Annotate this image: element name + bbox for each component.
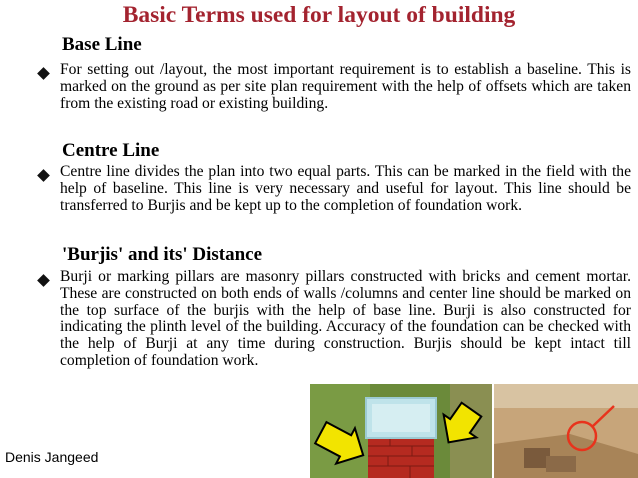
heading-centre-line: Centre Line	[62, 140, 160, 161]
diamond-bullet-icon	[37, 67, 50, 80]
slide-title: Basic Terms used for layout of building	[122, 2, 516, 28]
paragraph-centre-line: Centre line divides the plan into two equal parts. This can be marked in the field with the help of baseline. This line is very necessary and useful for layout. This line should be transferred to Burjis and be kept up to the completion of foundation work.	[60, 163, 631, 214]
paragraph-burjis: Burji or marking pillars are masonry pillars constructed with bricks and cement mortar. These are constructed on both ends of walls /columns and center line should be marked on the top surface of the burjis with the help of base line. Burji is also constructed for indicating the plinth level of the building. Accuracy of the foundation can be checked with the help of Burji at any time during construction. Burjis should be kept intact till completion of foundation work.	[60, 268, 631, 369]
site-pillar	[546, 456, 576, 472]
site-sky	[494, 384, 638, 408]
burji-photo-illustration	[310, 384, 638, 478]
brick-pillar	[368, 436, 434, 478]
diamond-bullet-icon	[37, 169, 50, 182]
heading-burjis: 'Burjis' and its' Distance	[62, 244, 263, 265]
heading-base-line: Base Line	[62, 34, 142, 55]
paragraph-base-line: For setting out /layout, the most important requirement is to establish a baseline. This is marked on the ground as per site plan requirement with the help of offsets which are taken from the existing road or existing building.	[60, 61, 631, 112]
burji-photo	[310, 384, 638, 478]
footer-author: Denis Jangeed	[5, 449, 99, 465]
burji-top-highlight	[372, 404, 430, 432]
diamond-bullet-icon	[37, 274, 50, 287]
